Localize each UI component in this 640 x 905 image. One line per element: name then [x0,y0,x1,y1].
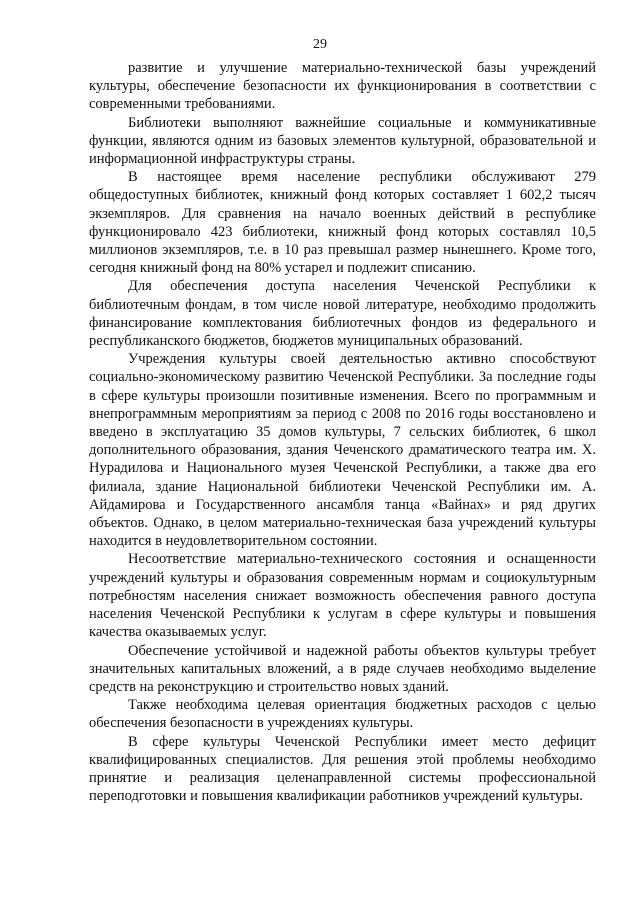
paragraph-library-funding: Для обеспечения доступа населения Чеченской Республики к библиотечным фондам, в том числе новой литературе, необходимо продолжить финансирование комплектования библиотечных фондов из федерального и республиканского бюджетов, бюджетов муниципальных образований. [89,278,596,350]
paragraph-material-base-mismatch: Несоответствие материально-технического состояния и оснащенности учреждений культуры и образования современным нормам и социокультурным потребностям населения снижает возможность обеспечения равного доступа населения Чеченской Республики к услугам в сфере культуры и повышения качества оказываемых услуг. [89,551,596,641]
paragraph-budget-security: Также необходима целевая ориентация бюджетных расходов с целью обеспечения безопасности в учреждениях культуры. [89,697,596,732]
paragraph-capital-investment: Обеспечение устойчивой и надежной работы объектов культуры требует значительных капитальных вложений, а в ряде случаев необходимо выделение средств на реконструкцию и строительство новых зданий. [89,642,596,695]
paragraph-staff-deficit: В сфере культуры Чеченской Республики имеет место дефицит квалифицированных специалистов. Для решения этой проблемы необходимо принятие и реализация целенаправленной системы профессиональной переподготовки и повышения квалификации работников учреждений культуры. [89,733,596,805]
paragraph-continuation: развитие и улучшение материально-технической базы учреждений культуры, обеспечение безопасности их функционирования в соответствии с современными требованиями. [89,60,596,113]
document-body [89,59,596,805]
paragraph-libraries-functions: Библиотеки выполняют важнейшие социальные и коммуникативные функции, являются одним из базовых элементов культурной, образовательной и информационной инфраструктуры страны. [89,114,596,168]
page-number: 29 [313,37,327,52]
paragraph-library-statistics: В настоящее время население республики обслуживают 279 общедоступных библиотек, книжный фонд которых составляет 1 602,2 тысяч экземпляров. Для сравнения на начало военных действий в республике функционировало 423 библиотеки, книжный фонд которых составлял 10,5 миллионов экземпляров, т.е. в 10 раз превышал размер нынешнего. Кроме того, сегодня книжный фонд на 80% устарел и подлежит списанию. [89,169,596,277]
paragraph-culture-institutions: Учреждения культуры своей деятельностью активно способствуют социально-экономическому развитию Чеченской Республики. За последние годы в сфере культуры произошли позитивные изменения. Всего по программным и внепрограммным мероприятиям за период с 2008 по 2016 годы восстановлено и введено в эксплуатацию 35 домов культуры, 7 сельских библиотек, 6 школ дополнительного образования, здания Чеченского драматического театра им. Х. Нурадилова и Национального музея Чеченской Республики, а также два его филиала, здание Национальной библиотеки Чеченской Республики им. А. Айдамирова и Государственного ансамбля танца «Вайнах» и ряд других объектов. Однако, в целом материально-техническая база учреждений культуры находится в неудовлетворительном состоянии. [89,351,596,550]
